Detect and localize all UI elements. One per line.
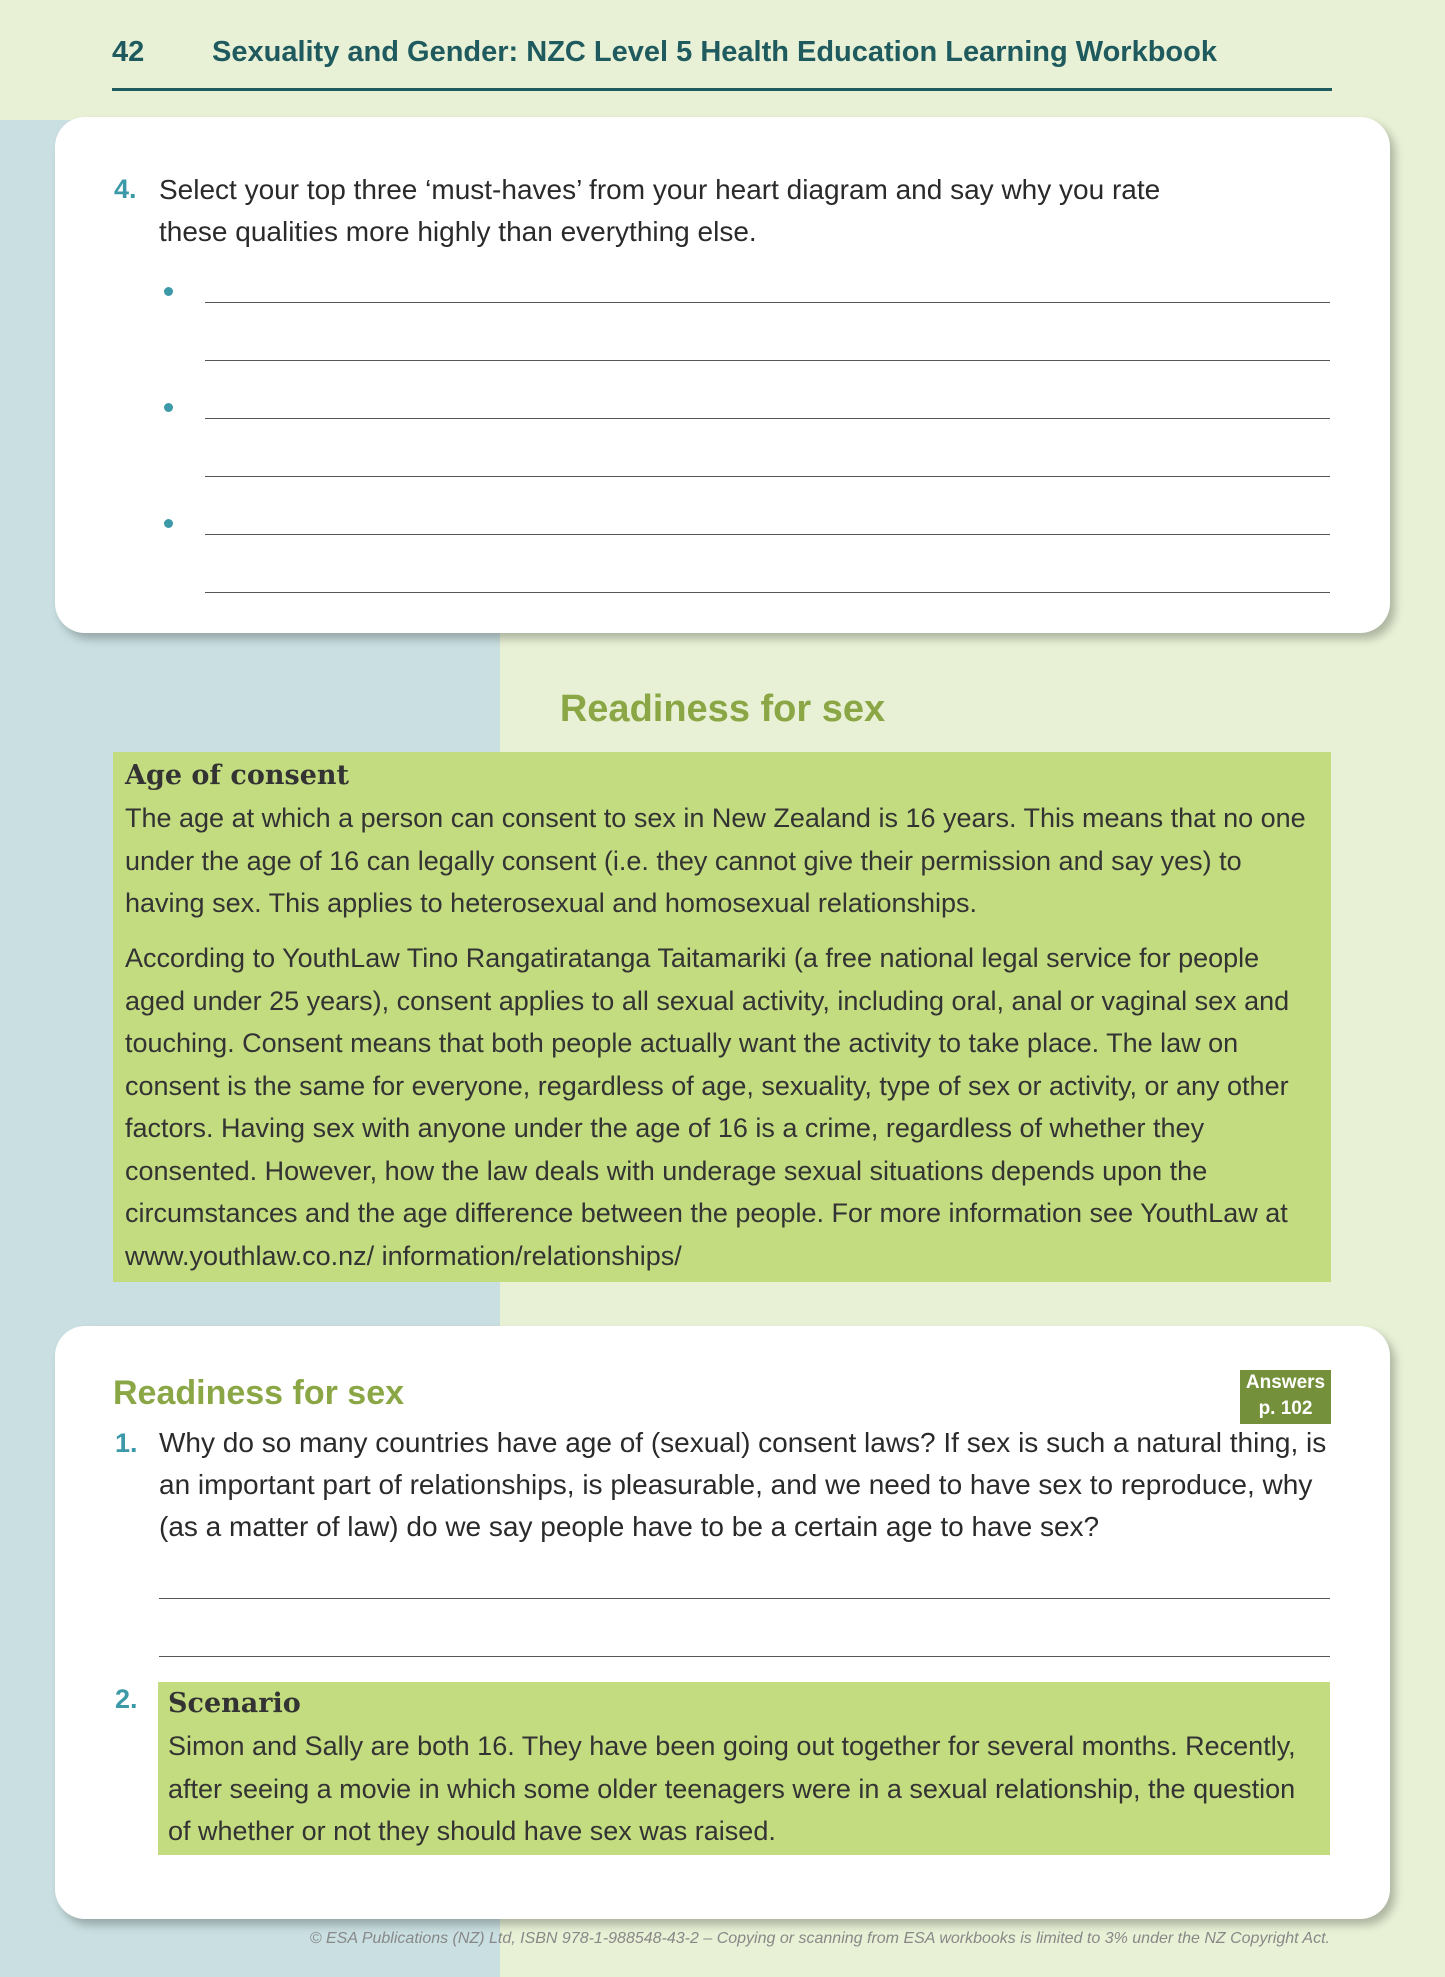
copyright-footer: © ESA Publications (NZ) Ltd, ISBN 978-1-988548-43-2 – Copying or scanning from ESA workbooks is limited to 3% under the NZ Copyright Act. <box>309 1930 1330 1947</box>
age-of-consent-box <box>113 752 1331 1282</box>
answers-badge[interactable] <box>1240 1370 1331 1424</box>
question-4-text: Select your top three ‘must-haves’ from your heart diagram and say why you rate these qualities more highly than everything else. <box>159 174 1161 247</box>
age-of-consent-heading: Age of consent <box>125 760 349 791</box>
answer-line-1b[interactable] <box>205 360 1330 361</box>
activity-card <box>55 1326 1390 1919</box>
question-4-number: 4. <box>114 174 137 204</box>
question-2-number: 2. <box>115 1684 138 1714</box>
page-header <box>112 30 1332 91</box>
answer-line-1a[interactable] <box>205 302 1330 303</box>
section-title: Readiness for sex <box>559 688 886 730</box>
answer-line-q1b[interactable] <box>159 1656 1330 1657</box>
bullet-2 <box>164 403 173 412</box>
consent-paragraph-1: The age at which a person can consent to sex in New Zealand is 16 years. This means that no one under the age of 16 can legally consent (i.e. they cannot give their permission and say yes) to having sex. This applies to heterosexual and homosexual relationships. <box>125 803 1306 918</box>
answers-page: p. 102 <box>1258 1398 1313 1419</box>
scenario-heading: Scenario <box>168 1688 301 1719</box>
answer-line-2b[interactable] <box>205 476 1330 477</box>
answer-line-3b[interactable] <box>205 592 1330 593</box>
answer-line-3a[interactable] <box>205 534 1330 535</box>
answer-line-q1a[interactable] <box>159 1598 1330 1599</box>
workbook-title: Sexuality and Gender: NZC Level 5 Health Education Learning Workbook <box>212 36 1217 68</box>
answer-line-2a[interactable] <box>205 418 1330 419</box>
question-1-text: Why do so many countries have age of (sexual) consent laws? If sex is such a natural thing, is an important part of relationships, is pleasurable, and we need to have sex to reproduce, why (as a matter of law) do we say people have to be a certain age to have sex? <box>159 1427 1327 1542</box>
scenario-box <box>158 1682 1330 1855</box>
question-1-number: 1. <box>115 1428 138 1458</box>
answers-label: Answers <box>1245 1372 1326 1393</box>
scenario-text: Simon and Sally are both 16. They have been going out together for several months. Recently, after seeing a movie in which some older teenagers were in a sexual relationship, the question of whether or not they should have sex was raised. <box>168 1731 1296 1846</box>
activity-title: Readiness for sex <box>113 1374 405 1412</box>
question-4-card <box>55 117 1390 633</box>
bullet-3 <box>164 519 173 528</box>
consent-paragraph-2: According to YouthLaw Tino Rangatiratanga Taitamariki (a free national legal service for people aged under 25 years), consent applies to all sexual activity, including oral, anal or vaginal sex and touching. Consent means that both people actually want the activity to take place. The law on consent is the same for everyone, regardless of age, sexuality, type of sex or activity, or any other factors. Having sex with anyone under the age of 16 is a crime, regardless of whether they consented. However, how the law deals with underage sexual situations depends upon the circumstances and the age difference between the people. For more information see YouthLaw at www.youthlaw.co.nz/ information/relationships/ <box>125 943 1290 1271</box>
bullet-1 <box>164 287 173 296</box>
page-number: 42 <box>112 36 145 68</box>
